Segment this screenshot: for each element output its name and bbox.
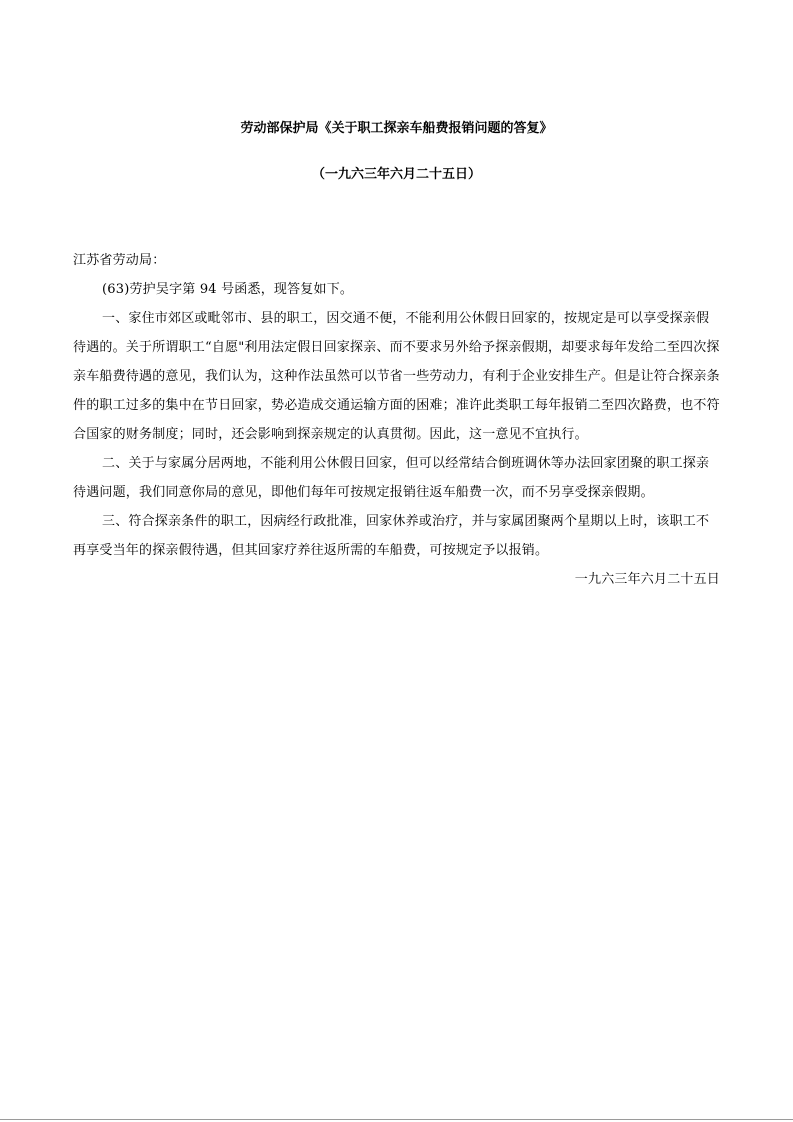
- closing-date: 一九六三年六月二十五日: [574, 572, 720, 587]
- page-bottom-divider: [0, 1119, 793, 1120]
- document-body: [73, 246, 720, 594]
- paragraph-item-two: 二、关于与家属分居两地，不能利用公休假日回家，但可以经常结合倒班调休等办法回家团聚的职工探亲待遇问题，我们同意你局的意见，即他们每年可按规定报销往返车船费一次，而不另享受探亲假期。: [73, 456, 710, 500]
- issue-date: （一九六三年六月二十五日）: [311, 167, 481, 182]
- paragraph-item-one: 一、家住市郊区或毗邻市、县的职工，因交通不便，不能利用公休假日回家的，按规定是可以享受探亲假待遇的。关于所谓职工“自愿"利用法定假日回家探亲、而不要求另外给予探亲假期，却要求每年发给二至四次探亲车船费待遇的意见，我们认为，这种作法虽然可以节省一些劳动力，有利于企业安排生产。但是让符合探亲条件的职工过多的集中在节日回家，势必造成交通运输方面的困难；准许此类职工每年报销二至四次路费，也不符合国家的财务制度；同时，还会影响到探亲规定的认真贯彻。因此，这一意见不宜执行。: [73, 311, 720, 442]
- paragraph-reference: (63)劳护吴字第 94 号函悉，现答复如下。: [102, 282, 354, 297]
- paragraph-item-three: 三、符合探亲条件的职工，因病经行政批准，回家休养或治疗，并与家属团聚两个星期以上时，该职工不再享受当年的探亲假待遇，但其回家疗养往返所需的车船费，可按规定予以报销。: [73, 514, 710, 558]
- addressee: 江苏省劳动局：: [73, 253, 166, 268]
- document-title: 劳动部保护局《关于职工探亲车船费报销问题的答复》: [240, 121, 553, 136]
